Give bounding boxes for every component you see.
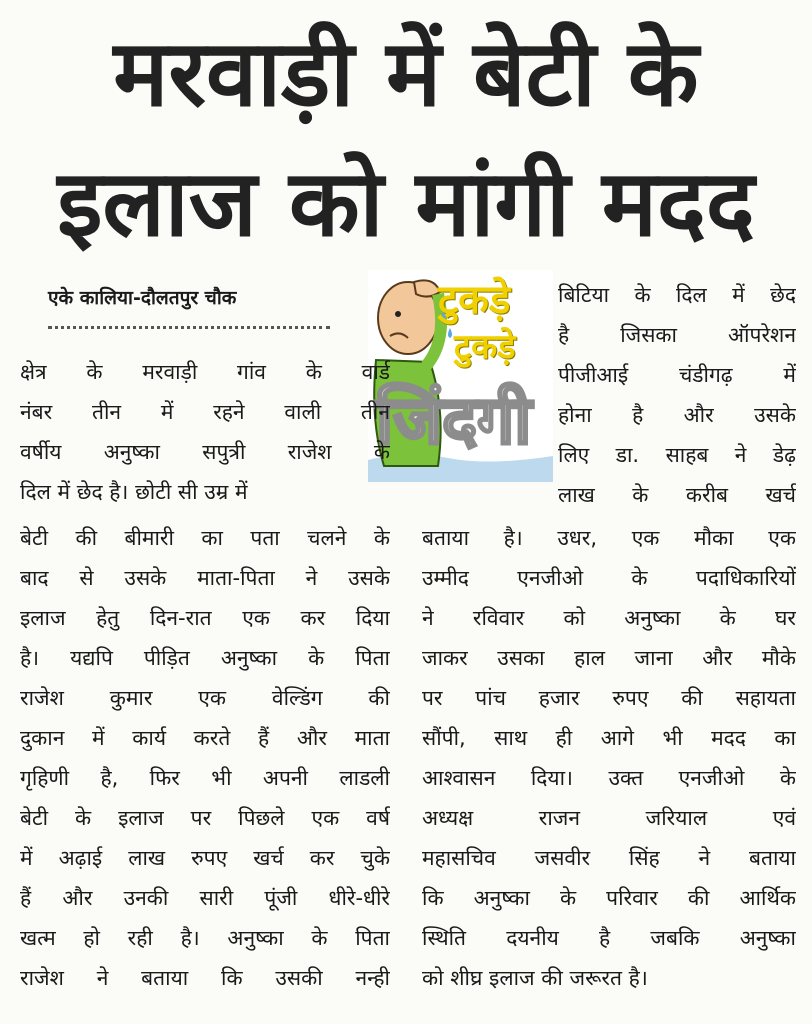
column-2-line: बताया है। उधर, एक मौका एक [422,526,796,550]
column-1-line: दिल में छेद है। छोटी सी उम्र में [20,480,248,504]
column-2-line: स्थिति दयनीय है जबकि अनुष्का [422,926,796,950]
column-2-line: आश्वासन दिया। उक्त एनजीओ के [422,766,796,790]
column-1-line: बेटी के इलाज पर पिछले एक वर्ष [20,806,390,830]
logo-text-line-1: टुकड़े [438,277,511,323]
column-1-line: बेटी की बीमारी का पता चलने के [20,526,390,550]
column-1-line: राजेश कुमार एक वेल्डिंग की [20,686,390,710]
logo-text-line-2: टुकड़े [454,327,516,367]
byline: एके कालिया-दौलतपुर चौक [48,287,237,309]
column-1-line: इलाज हेतु दिन-रात एक कर दिया [20,606,390,630]
column-2-line: बिटिया के दिल में छेद [558,283,796,307]
column-2-line: उम्मीद एनजीओ के पदाधिकारियों [422,566,796,590]
column-2-line: लाख के करीब खर्च [558,483,796,507]
column-1-line: क्षेत्र के मरवाड़ी गांव के वार्ड [20,360,390,384]
column-1-line: है। यद्यपि पीड़ित अनुष्का के पिता [20,646,390,670]
column-1-line: नंबर तीन में रहने वाली तीन [20,400,390,424]
column-2-line: कि अनुष्का के परिवार की आर्थिक [422,886,796,910]
column-2-line: होना है और उसके [558,403,796,427]
logo-text-line-3: जिंदगी [376,382,532,459]
column-1-line: दुकान में कार्य करते हैं और माता [20,726,390,750]
column-2-line: को शीघ्र इलाज की जरूरत है। [422,966,648,990]
column-2-line: जाकर उसका हाल जाना और मौके [422,646,796,670]
column-logo [368,270,553,482]
column-2-line: पर पांच हजार रुपए की सहायता [422,686,796,710]
column-1-line: राजेश ने बताया कि उसकी नन्ही [20,966,390,990]
column-2-line: सौंपी, साथ ही आगे भी मदद का [422,726,796,750]
column-2-line: ने रविवार को अनुष्का के घर [422,606,796,630]
column-1-line: बाद से उसके माता-पिता ने उसके [20,566,390,590]
column-1-line: हैं और उनकी सारी पूंजी धीरे-धीरे [20,886,390,910]
headline-line-1: मरवाड़ी में बेटी के [113,20,699,127]
column-1-line: में अढ़ाई लाख रुपए खर्च कर चुके [20,846,390,870]
byline-divider [48,326,330,329]
column-1-line: खत्म हो रही है। अनुष्का के पिता [20,926,390,950]
column-2-line: है जिसका ऑपरेशन [558,323,796,347]
column-2-line: महासचिव जसवीर सिंह ने बताया [422,846,796,870]
column-2-line: पीजीआई चंडीगढ़ में [558,363,796,387]
headline-line-2: इलाज को मांगी मदद [57,150,755,257]
column-1-line: गृहिणी है, फिर भी अपनी लाडली [20,766,390,790]
column-1-line: वर्षीय अनुष्का सपुत्री राजेश के [20,440,390,464]
column-2-line: अध्यक्ष राजन जरियाल एवं [422,806,796,830]
column-2-line: लिए डा. साहब ने डेढ़ [558,443,796,467]
